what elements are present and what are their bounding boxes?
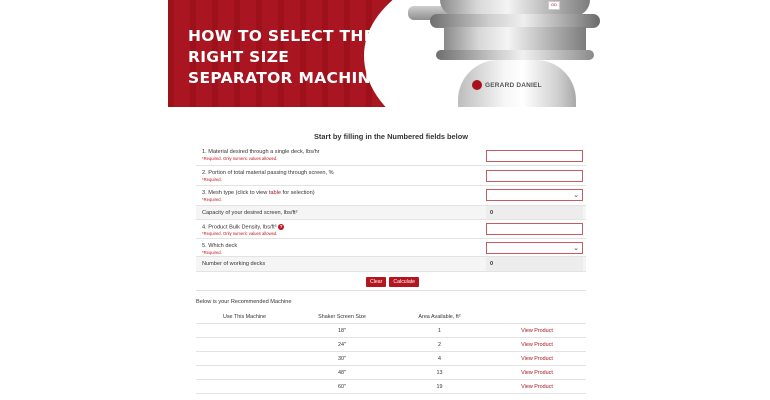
view-product-link[interactable]: View Product bbox=[521, 383, 553, 390]
mesh-type-select[interactable] bbox=[486, 189, 583, 201]
field-row-capacity bbox=[196, 206, 586, 220]
table-row bbox=[196, 380, 586, 394]
field-label bbox=[196, 220, 284, 236]
required-note: *Required. bbox=[202, 197, 222, 202]
form-buttons bbox=[366, 277, 419, 287]
field-row-deck bbox=[196, 239, 586, 257]
field-number: 1. bbox=[202, 149, 207, 155]
required-note: *Required. Only numeric values allowed. bbox=[202, 156, 278, 161]
recommendation-title: Below is your Recommended Machine bbox=[196, 299, 292, 305]
column-header: Area Available, ft² bbox=[418, 313, 461, 320]
machine-badge: GD bbox=[548, 1, 560, 10]
working-decks-value: 0 bbox=[486, 257, 583, 271]
field-label-text: Mesh type (click to view bbox=[208, 190, 269, 196]
field-label bbox=[196, 166, 334, 182]
bulk-density-input[interactable] bbox=[486, 223, 583, 235]
area-cell: 19 bbox=[436, 383, 443, 390]
clear-button[interactable]: Clear bbox=[366, 277, 386, 287]
field-number: 3. bbox=[202, 190, 207, 196]
size-cell: 48" bbox=[338, 369, 346, 376]
field-row-portion bbox=[196, 166, 586, 186]
table-row bbox=[196, 366, 586, 380]
size-cell: 60" bbox=[338, 383, 346, 390]
field-label bbox=[196, 239, 237, 255]
recommendation-table bbox=[196, 310, 586, 394]
size-cell: 24" bbox=[338, 341, 346, 348]
field-label bbox=[196, 186, 315, 202]
material-input[interactable] bbox=[486, 150, 583, 162]
view-product-link[interactable]: View Product bbox=[521, 341, 553, 348]
area-cell: 1 bbox=[438, 327, 441, 334]
separator-machine-image bbox=[400, 0, 602, 107]
field-label-text: Material desired through a single deck, lbs/hr bbox=[208, 149, 320, 155]
table-row bbox=[196, 324, 586, 338]
which-deck-select[interactable] bbox=[486, 242, 583, 254]
field-label bbox=[196, 206, 297, 217]
chevron-down-icon: ⌄ bbox=[573, 245, 579, 252]
field-label-text: for selection) bbox=[281, 190, 315, 196]
field-number: 2. bbox=[202, 170, 207, 176]
chevron-down-icon: ⌄ bbox=[573, 192, 579, 199]
machine-logo bbox=[472, 80, 542, 90]
calculator-form bbox=[196, 145, 586, 272]
field-row-density bbox=[196, 220, 586, 239]
field-label bbox=[196, 257, 265, 268]
area-cell: 4 bbox=[438, 355, 441, 362]
machine-ring bbox=[430, 14, 600, 28]
size-cell: 30" bbox=[338, 355, 346, 362]
view-product-link[interactable]: View Product bbox=[521, 355, 553, 362]
table-row bbox=[196, 338, 586, 352]
field-number: 5. bbox=[202, 243, 207, 249]
field-label-text: Capacity of your desired screen, lbs/ft² bbox=[202, 210, 298, 216]
area-cell: 13 bbox=[436, 369, 443, 376]
mesh-table-link[interactable]: table bbox=[268, 190, 281, 196]
form-heading: Start by filling in the Numbered fields below bbox=[314, 132, 468, 141]
field-number: 4. bbox=[202, 224, 207, 231]
column-header: Shaker Screen Size bbox=[318, 313, 366, 320]
required-note: *Required. bbox=[202, 250, 222, 255]
capacity-value: 0 bbox=[486, 206, 583, 219]
hero-banner bbox=[168, 0, 602, 107]
view-product-link[interactable]: View Product bbox=[521, 327, 553, 334]
field-row-material bbox=[196, 145, 586, 166]
area-cell: 2 bbox=[438, 341, 441, 348]
field-label bbox=[196, 145, 320, 161]
machine-logo-text: GERARD DANIEL bbox=[485, 81, 542, 89]
hero-title: HOW TO SELECT THE RIGHT SIZE SEPARATOR MACHINE bbox=[188, 27, 382, 87]
machine-ring-lower bbox=[436, 50, 594, 60]
field-row-working-decks bbox=[196, 257, 586, 272]
table-row bbox=[196, 352, 586, 366]
field-row-mesh bbox=[196, 186, 586, 206]
size-cell: 18" bbox=[338, 327, 346, 334]
required-note: *Required. bbox=[202, 177, 222, 182]
portion-input[interactable] bbox=[486, 170, 583, 182]
view-product-link[interactable]: View Product bbox=[521, 369, 553, 376]
field-label-text: Number of working decks bbox=[202, 261, 266, 267]
field-label-text: Which deck bbox=[208, 243, 238, 249]
column-header: Use This Machine bbox=[222, 313, 267, 320]
required-note: *Required. Only numeric values allowed. bbox=[202, 231, 278, 237]
info-icon[interactable]: ? bbox=[279, 224, 283, 229]
table-header-row bbox=[196, 310, 586, 324]
field-label-text: Portion of total material passing through screen, % bbox=[208, 170, 334, 176]
gerard-daniel-logo-icon bbox=[472, 80, 482, 90]
calculate-button[interactable]: Calculate bbox=[389, 277, 419, 287]
section-divider bbox=[196, 290, 586, 291]
field-label-text: Product Bulk Density, lbs/ft³ bbox=[208, 224, 277, 231]
